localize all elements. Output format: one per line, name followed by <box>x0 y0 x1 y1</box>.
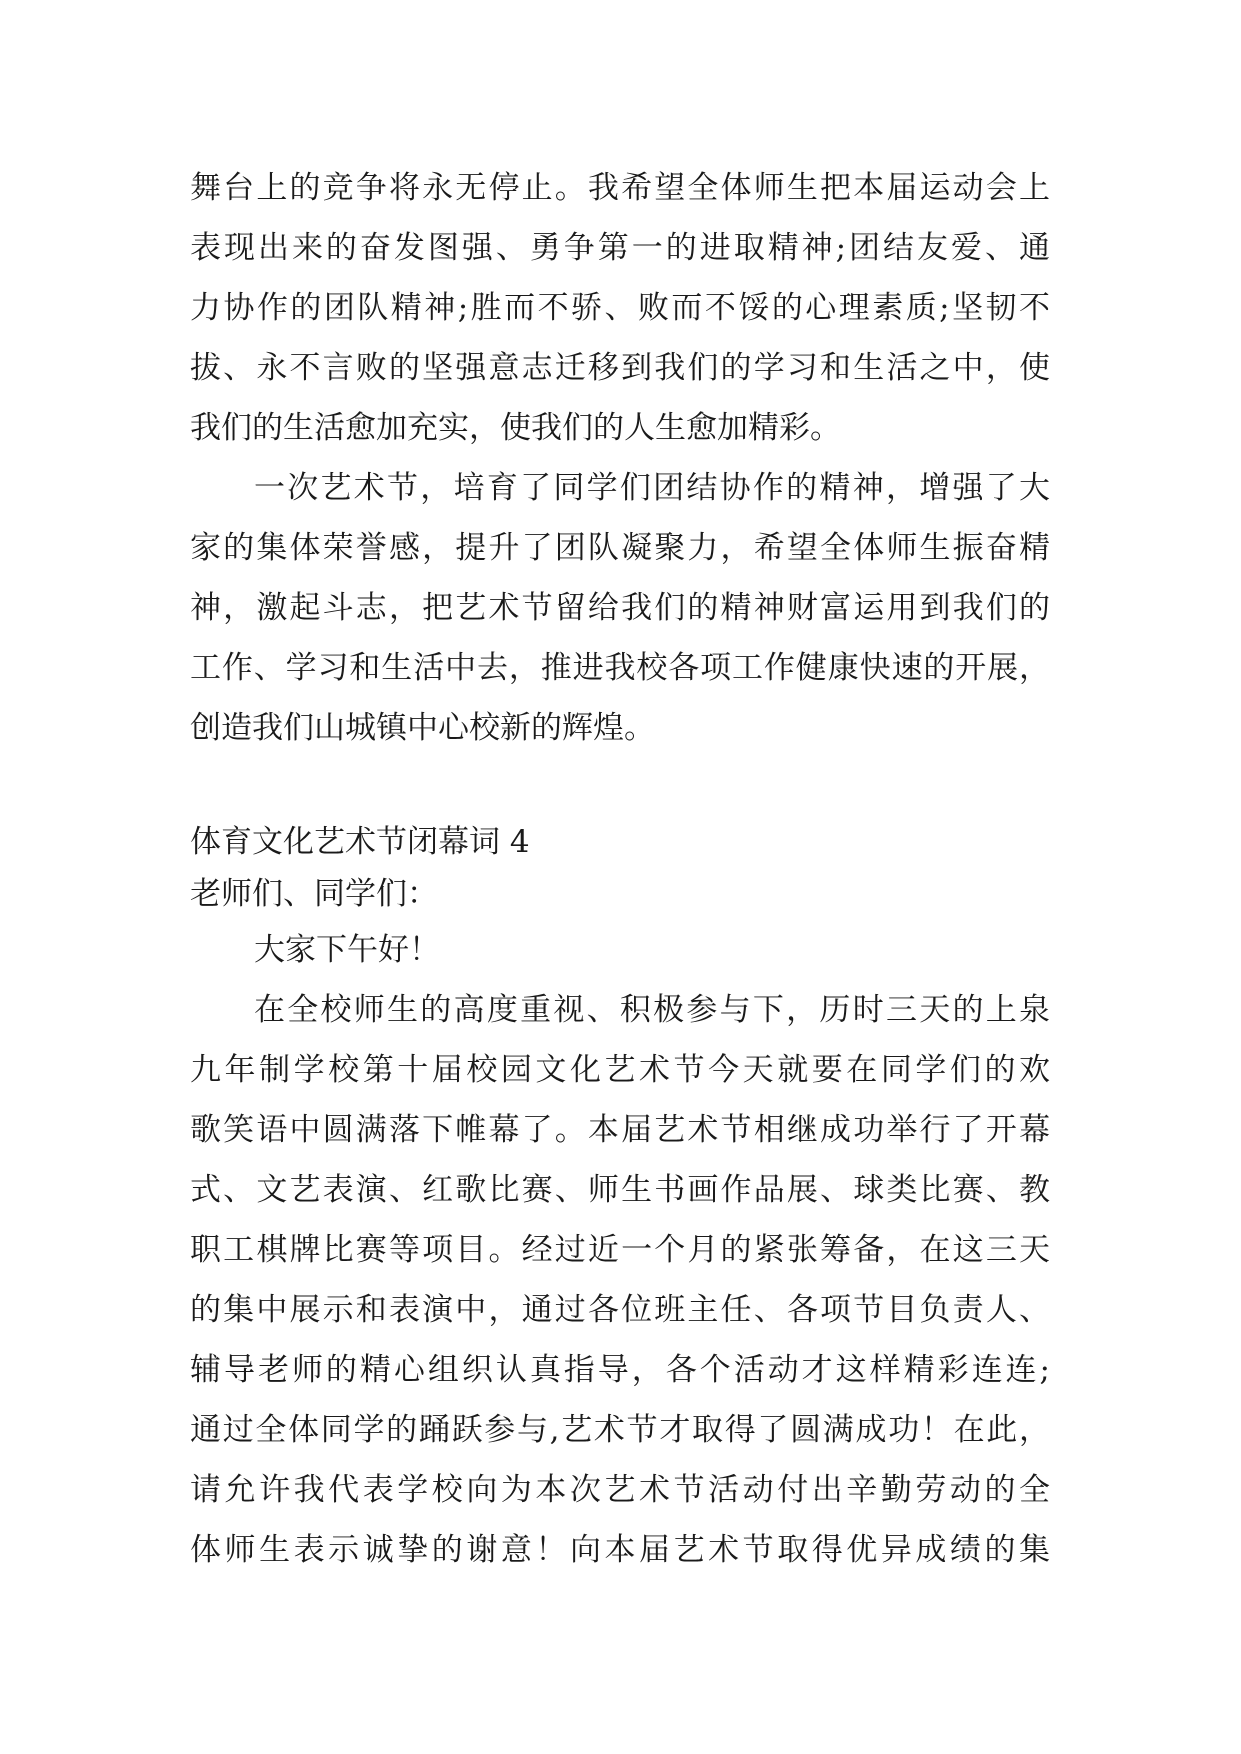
text-line: 请允许我代表学校向为本次艺术节活动付出辛勤劳动的全 <box>190 1472 1050 1508</box>
text-line: 式、文艺表演、红歌比赛、师生书画作品展、球类比赛、教 <box>190 1172 1050 1208</box>
text-line: 辅导老师的精心组织认真指导，各个活动才这样精彩连连; <box>190 1352 1050 1388</box>
text-line: 一次艺术节，培育了同学们团结协作的精神，增强了大 <box>254 470 1050 506</box>
paragraph-1 <box>190 158 1050 458</box>
salutation: 老师们、同学们： <box>190 876 438 912</box>
section-spacer <box>190 758 1050 816</box>
text-line: 创造我们山城镇中心校新的辉煌。 <box>190 710 655 746</box>
paragraph-2 <box>190 458 1050 758</box>
section-title: 体育文化艺术节闭幕词 4 <box>190 824 530 860</box>
text-line: 表现出来的奋发图强、勇争第一的进取精神;团结友爱、通 <box>190 230 1050 266</box>
text-line: 力协作的团队精神;胜而不骄、败而不馁的心理素质;坚韧不 <box>190 290 1050 326</box>
document-body <box>190 158 1050 1580</box>
text-line: 职工棋牌比赛等项目。经过近一个月的紧张筹备，在这三天 <box>190 1232 1050 1268</box>
text-line: 九年制学校第十届校园文化艺术节今天就要在同学们的欢 <box>190 1052 1050 1088</box>
text-line: 体师生表示诚挚的谢意！向本届艺术节取得优异成绩的集 <box>190 1532 1050 1568</box>
text-line: 我们的生活愈加充实，使我们的人生愈加精彩。 <box>190 410 841 446</box>
text-line: 歌笑语中圆满落下帷幕了。本届艺术节相继成功举行了开幕 <box>190 1112 1050 1148</box>
text-line: 拔、永不言败的坚强意志迁移到我们的学习和生活之中，使 <box>190 350 1050 386</box>
text-line: 的集中展示和表演中，通过各位班主任、各项节目负责人、 <box>190 1292 1050 1328</box>
text-line: 在全校师生的高度重视、积极参与下，历时三天的上泉 <box>254 992 1050 1028</box>
text-line: 工作、学习和生活中去，推进我校各项工作健康快速的开展， <box>190 650 1050 686</box>
paragraph-3 <box>190 980 1050 1580</box>
text-line: 家的集体荣誉感，提升了团队凝聚力，希望全体师生振奋精 <box>190 530 1050 566</box>
text-line: 通过全体同学的踊跃参与,艺术节才取得了圆满成功！在此， <box>190 1412 1050 1448</box>
text-line: 舞台上的竞争将永无停止。我希望全体师生把本届运动会上 <box>190 170 1050 206</box>
text-line: 神，激起斗志，把艺术节留给我们的精神财富运用到我们的 <box>190 590 1050 626</box>
greeting: 大家下午好！ <box>254 932 440 968</box>
